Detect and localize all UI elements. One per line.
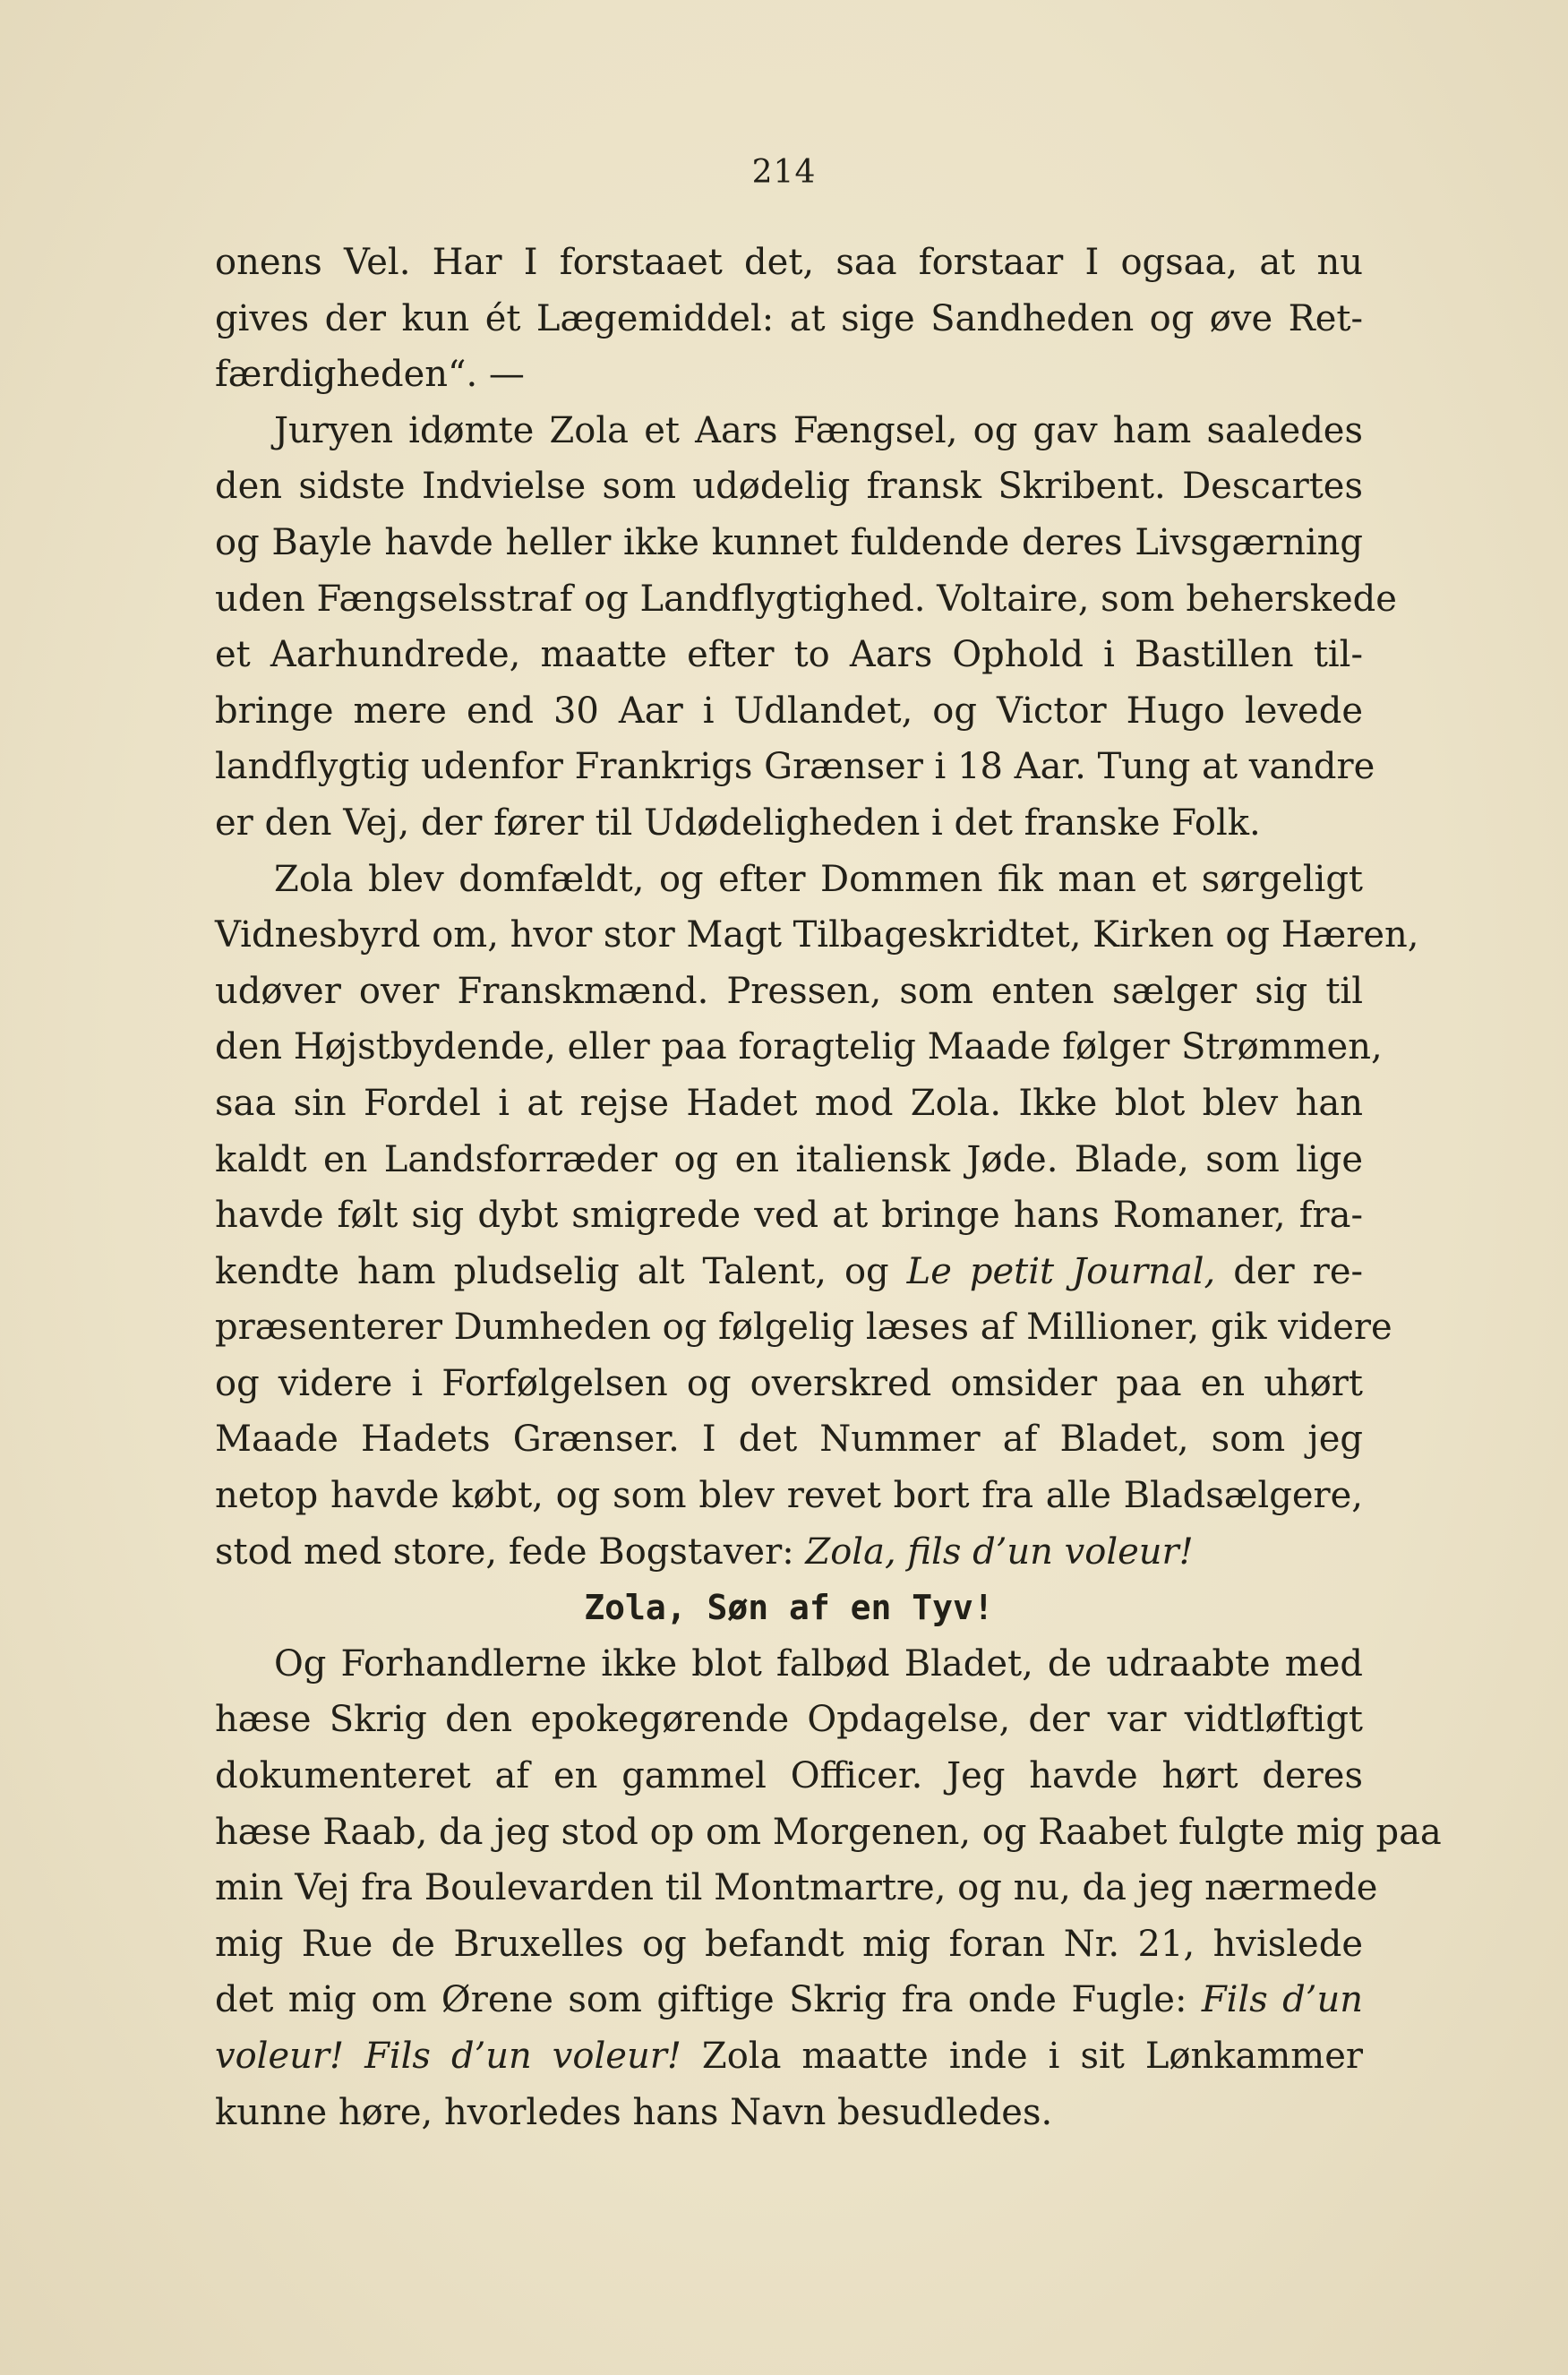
text-line <box>215 1972 1363 2028</box>
text-segment: der re- <box>1215 1250 1364 1292</box>
body-text <box>215 235 1442 2140</box>
headline-line <box>215 1580 1363 1636</box>
text-line <box>215 403 1363 459</box>
text-line <box>215 1411 1363 1468</box>
text-segment: og Bayle havde heller ikke kunnet fuldende deres Livsgærning <box>215 521 1363 563</box>
text-line <box>215 1019 1383 1076</box>
text-line <box>215 1188 1363 1244</box>
text-line <box>215 852 1363 908</box>
text-segment: uden Fængselsstraf og Landflygtighed. Voltaire, som beherskede <box>215 578 1397 620</box>
text-line <box>215 291 1363 347</box>
text-line <box>215 1299 1392 1356</box>
text-segment: netop havde købt, og som blev revet bort fra alle Bladsælgere, <box>215 1475 1363 1517</box>
text-segment: den sidste Indvielse som udødelig fransk Skribent. Descartes <box>215 466 1363 508</box>
text-segment: hæse Raab, da jeg stod op om Morgenen, og Raabet fulgte mig paa <box>215 1811 1442 1853</box>
text-line <box>215 1244 1363 1300</box>
text-segment: og videre i Forfølgelsen og overskred omsider paa en uhørt <box>215 1362 1363 1404</box>
text-segment: Vidnesbyrd om, hvor stor Magt Tilbageskridtet, Kirken og Hæren, <box>215 914 1419 956</box>
text-line <box>215 1692 1363 1748</box>
text-segment: færdigheden“. — <box>215 354 525 396</box>
text-segment: landflygtig udenfor Frankrigs Grænser i 18 Aar. Tung at vandre <box>215 746 1375 788</box>
text-segment: kendte ham pludselig alt Talent, og <box>215 1250 907 1292</box>
text-segment: kaldt en Landsforræder og en italiensk Jøde. Blade, som lige <box>215 1138 1363 1180</box>
italic-text: Zola, fils d’un voleur! <box>805 1530 1194 1573</box>
text-segment: saa sin Fordel i at rejse Hadet mod Zola. Ikke blot blev han <box>215 1082 1363 1124</box>
text-segment: et Aarhundrede, maatte efter to Aars Ophold i Bastillen til- <box>215 634 1363 676</box>
text-segment: gives der kun ét Lægemiddel: at sige Sandheden og øve Ret- <box>215 297 1363 339</box>
text-line <box>215 571 1397 628</box>
text-line <box>215 1805 1442 1861</box>
text-line <box>215 964 1363 1020</box>
text-segment: kunne høre, hvorledes hans Navn besudledes. <box>215 2091 1053 2133</box>
text-segment: præsenterer Dumheden og følgelig læses af Millioner, gik videre <box>215 1307 1392 1349</box>
page-number: 214 <box>751 154 817 191</box>
text-line <box>215 2028 1363 2085</box>
text-line <box>215 739 1375 795</box>
text-line <box>215 347 1363 403</box>
text-segment: Juryen idømte Zola et Aars Fængsel, og gav ham saaledes <box>274 409 1363 451</box>
text-line <box>215 1524 1363 1581</box>
text-line <box>215 627 1363 683</box>
italic-text: Fils d’un <box>1201 1979 1363 2021</box>
text-segment: mig Rue de Bruxelles og befandt mig foran Nr. 21, hvislede <box>215 1923 1363 1965</box>
text-segment: er den Vej, der fører til Udødeligheden i det franske Folk. <box>215 802 1261 844</box>
text-line <box>215 1916 1363 1973</box>
text-segment: Zola, Søn af en Tyv! <box>584 1588 994 1628</box>
text-segment: onens Vel. Har I forstaaet det, saa forstaar I ogsaa, at nu <box>215 242 1363 283</box>
text-line <box>215 1468 1363 1524</box>
text-segment: stod med store, fede Bogstaver: <box>215 1530 806 1573</box>
text-line <box>215 2085 1363 2141</box>
text-line <box>215 1356 1363 1412</box>
text-segment: udøver over Franskmænd. Pressen, som enten sælger sig til <box>215 970 1363 1012</box>
text-segment: havde følt sig dybt smigrede ved at bringe hans Romaner, fra- <box>215 1195 1363 1237</box>
text-line <box>215 235 1363 291</box>
text-segment: bringe mere end 30 Aar i Udlandet, og Victor Hugo levede <box>215 690 1363 732</box>
text-segment: Og Forhandlerne ikke blot falbød Bladet, de udraabte med <box>274 1642 1363 1685</box>
italic-text: voleur! Fils d’un voleur! <box>215 2036 681 2077</box>
text-segment: det mig om Ørene som giftige Skrig fra onde Fugle: <box>215 1979 1202 2021</box>
text-line <box>215 683 1363 740</box>
text-segment: min Vej fra Boulevarden til Montmartre, og nu, da jeg nærmede <box>215 1867 1378 1909</box>
text-segment: den Højstbydende, eller paa foragtelig Maade følger Strømmen, <box>215 1026 1383 1068</box>
text-segment: Maade Hadets Grænser. I det Nummer af Bladet, som jeg <box>215 1419 1363 1461</box>
text-line <box>215 795 1363 852</box>
text-line <box>215 459 1363 515</box>
text-line <box>215 515 1363 571</box>
text-line <box>215 1636 1363 1693</box>
text-line <box>215 907 1419 964</box>
text-segment: Zola maatte inde i sit Lønkammer <box>681 2036 1363 2077</box>
text-segment: Zola blev domfældt, og efter Dommen fik man et sørgeligt <box>274 858 1363 900</box>
text-line <box>215 1076 1363 1132</box>
italic-text: Le petit Journal, <box>906 1250 1216 1292</box>
text-segment: dokumenteret af en gammel Officer. Jeg havde hørt deres <box>215 1755 1363 1797</box>
text-line <box>215 1860 1378 1916</box>
text-line <box>215 1748 1363 1805</box>
text-line <box>215 1132 1363 1188</box>
text-segment: hæse Skrig den epokegørende Opdagelse, der var vidtløftigt <box>215 1699 1363 1741</box>
